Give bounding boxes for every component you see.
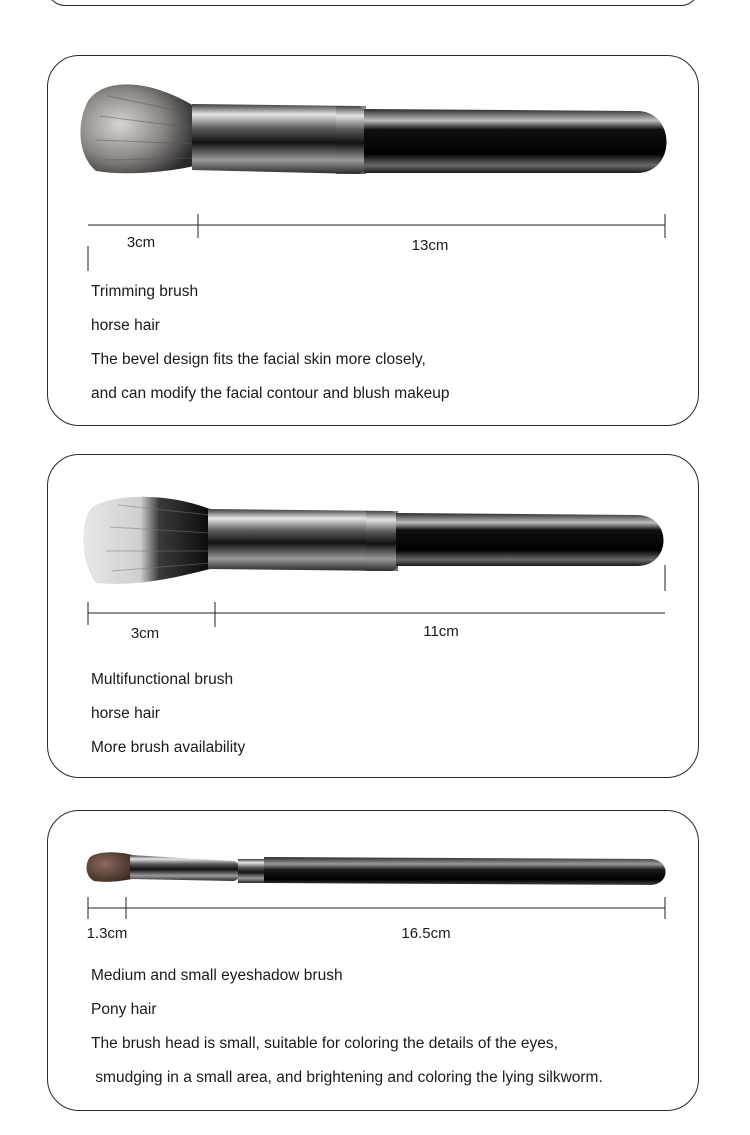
head-length-label: 3cm [130,625,160,642]
brush-material: Pony hair [91,1001,157,1018]
brush-detail-line: The brush head is small, suitable for coloring the details of the eyes, [91,1035,558,1052]
head-length-label: 3cm [126,234,156,251]
brush-detail-line: smudging in a small area, and brightening and coloring the lying silkworm. [91,1069,603,1086]
brush-description [91,663,245,765]
handle-length-label: 16.5cm [401,925,451,942]
handle-length-label: 11cm [423,623,459,640]
length-dimension-lines [48,56,700,286]
brush-detail-line: More brush availability [91,739,246,756]
brush-description [91,959,603,1095]
brush-material: horse hair [91,705,160,722]
brush-name: Multifunctional brush [91,671,234,688]
brush-description [91,275,449,411]
length-dimension-lines [48,811,700,931]
product-card-eyeshadow-brush [47,810,699,1111]
brush-material: horse hair [91,317,160,334]
product-card-multifunctional-brush [47,454,699,778]
brush-name: Trimming brush [91,283,199,300]
product-card-trimming-brush [47,55,699,426]
brush-name: Medium and small eyeshadow brush [91,967,343,984]
brush-detail-line: and can modify the facial contour and blush makeup [91,385,450,402]
head-length-label: 1.3cm [86,925,128,942]
handle-length-label: 13cm [411,237,449,254]
product-card-partial [47,0,699,6]
brush-detail-line: The bevel design fits the facial skin more closely, [91,351,426,368]
